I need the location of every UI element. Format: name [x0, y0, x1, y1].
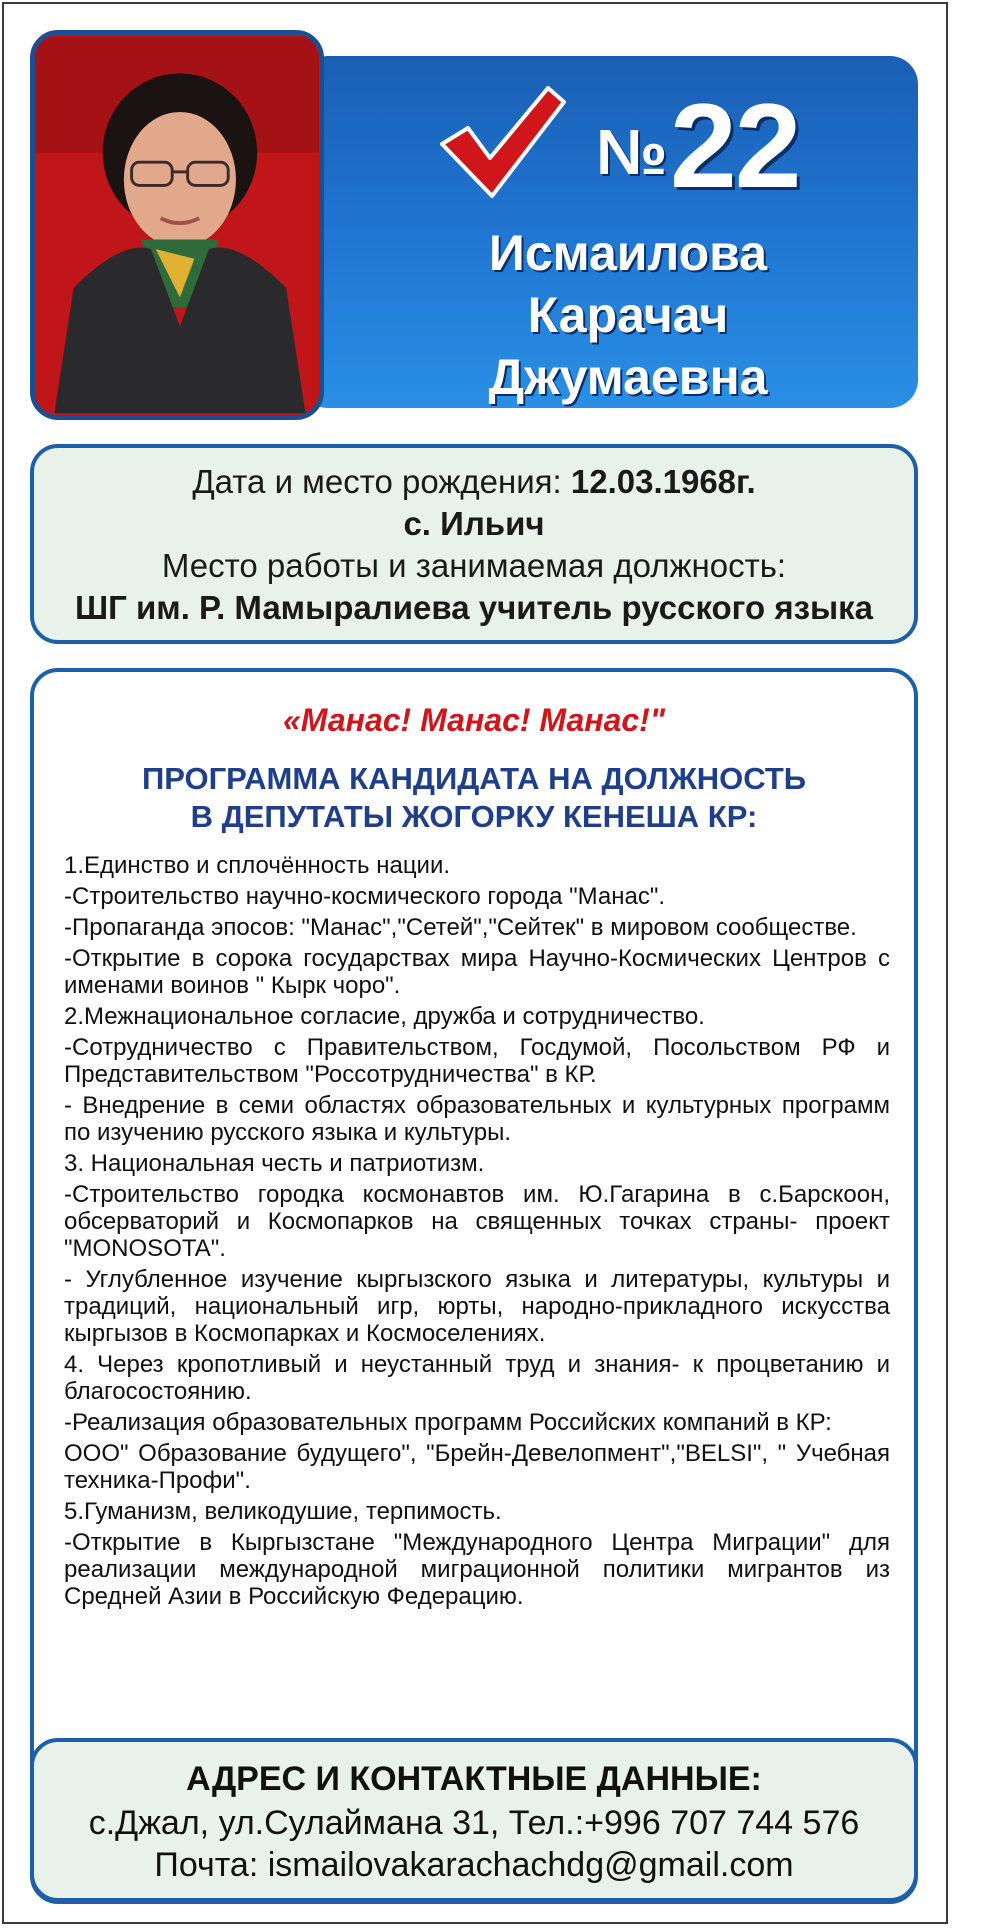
list-item: -Пропаганда эпосов: "Манас","Сетей","Сейтек" в мировом сообществе.	[64, 914, 857, 941]
candidate-photo	[30, 30, 324, 420]
program-title-line-1: ПРОГРАММА КАНДИДАТА НА ДОЛЖНОСТЬ	[141, 761, 807, 796]
list-item: - Внедрение в семи областях образовательных и культурных программ по изучению русского языка и культуры.	[64, 1092, 890, 1146]
birth-info	[34, 462, 914, 502]
list-item: 1.Единство и сплочённость нации.	[64, 852, 451, 879]
birth-place: с. Ильич	[403, 505, 545, 542]
address-phone: с.Джал, ул.Сулаймана 31, Тел.:+996 707 744 576	[88, 1804, 860, 1842]
email: Почта: ismailovakarachachdg@gmail.com	[154, 1846, 794, 1884]
candidate-portrait-icon	[35, 35, 319, 415]
list-item: 3. Национальная честь и патриотизм.	[64, 1150, 485, 1177]
birth-label: Дата и место рождения:	[192, 463, 571, 500]
number-prefix: №	[596, 116, 668, 188]
list-item: -Реализация образовательных программ Российских компаний в КР:	[64, 1409, 832, 1436]
list-item: -Строительство научно-космического города "Манас".	[64, 883, 666, 910]
list-item: -Строительство городка космонавтов им. Ю.Гагарина в с.Барскоон, обсерваторий и Космопарков на священных точках страны- проект "MONOSOTA".	[64, 1181, 890, 1262]
slogan: «Манас! Манас! Манас!"	[282, 702, 665, 738]
work-label: Место работы и занимаемая должность:	[161, 547, 787, 584]
program-panel	[30, 668, 918, 1904]
candidate-first-name: Карачач	[527, 287, 729, 343]
contacts-title: АДРЕС И КОНТАКТНЫЕ ДАННЫЕ:	[186, 1760, 762, 1798]
list-item: 4. Через кропотливый и неустанный труд и знания- к процветанию и благосостоянию.	[64, 1351, 890, 1405]
program-title-line-2: В ДЕПУТАТЫ ЖОГОРКУ КЕНЕША КР:	[190, 799, 758, 834]
program-list	[64, 852, 890, 1614]
list-item: -Сотрудничество с Правительством, Госдумой, Посольством РФ и Представительством "Россотрудничества" в КР.	[64, 1034, 890, 1088]
list-item: 2.Межнациональное согласие, дружба и сотрудничество.	[64, 1003, 705, 1030]
candidate-patronymic: Джумаевна	[488, 349, 768, 405]
info-panel	[30, 444, 918, 644]
candidate-surname: Исмаилова	[488, 225, 768, 281]
list-item: ООО" Образование будущего", "Брейн-Девелопмент","BELSI", " Учебная техника-Профи".	[64, 1440, 890, 1494]
list-item: - Углубленное изучение кыргызского языка и литературы, культуры и традиций, национальный игр, юрты, народно-прикладного искусства кыргызов в Космопарках и Космоселениях.	[64, 1266, 890, 1347]
program-title	[34, 760, 914, 836]
work-value: ШГ им. Р. Мамыралиева учитель русского языка	[74, 589, 874, 626]
checkmark-icon	[438, 84, 568, 202]
list-item: -Открытие в Кыргызстане "Международного Центра Миграции" для реализации международной миграционной политики мигрантов из Средней Азии в Российскую Федерацию.	[64, 1529, 890, 1610]
candidate-number: 22	[670, 79, 800, 213]
list-item: -Открытие в сорока государствах мира Научно-Космических Центров с именами воинов " Кырк чоро".	[64, 945, 890, 999]
list-item: 5.Гуманизм, великодушие, терпимость.	[64, 1498, 502, 1525]
birth-date: 12.03.1968г.	[570, 463, 756, 500]
contacts-panel	[30, 1738, 918, 1902]
